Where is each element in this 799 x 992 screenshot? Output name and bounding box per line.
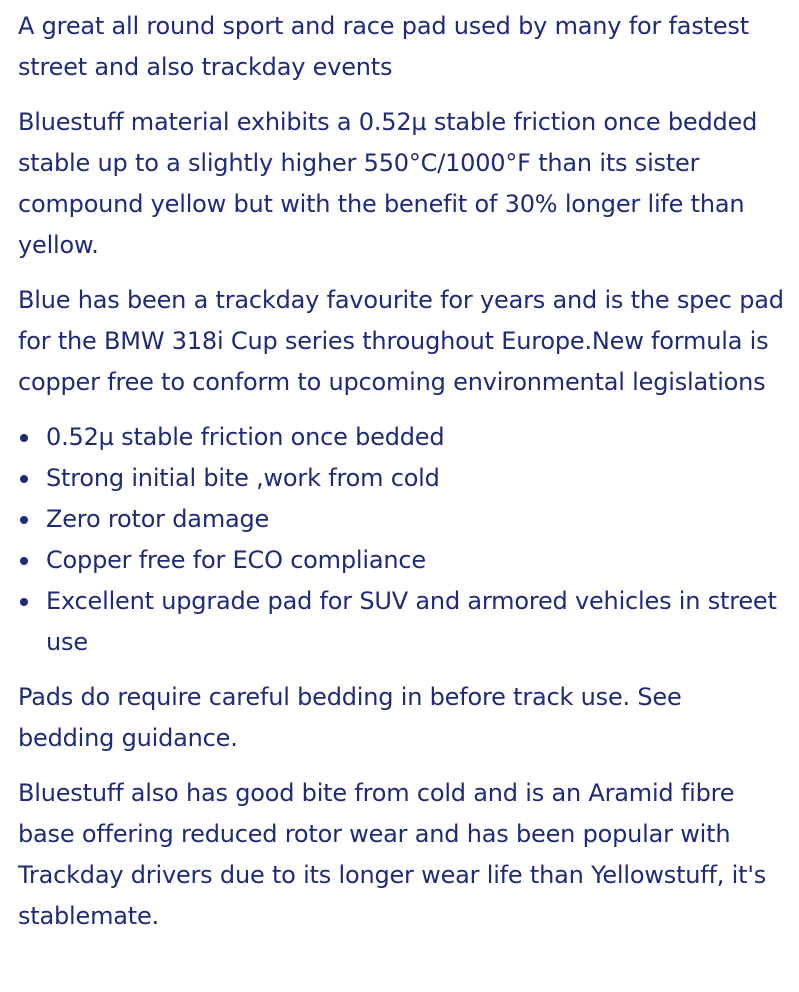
feature-text: Excellent upgrade pad for SUV and armored vehicles in street use [46, 587, 777, 656]
feature-text: Strong initial bite ,work from cold [46, 464, 440, 492]
list-item [46, 417, 785, 458]
list-item [46, 540, 785, 581]
trackday-paragraph: Blue has been a trackday favourite for years and is the spec pad for the BMW 318i Cup series throughout Europe.New formula is copper free to conform to upcoming environmental legislations [18, 286, 784, 396]
list-item [46, 581, 785, 663]
aramid-paragraph: Bluestuff also has good bite from cold and is an Aramid fibre base offering reduced rotor wear and has been popular with Trackday drivers due to its longer wear life than Yellowstuff, it's stablemate. [18, 779, 767, 930]
list-item [46, 499, 785, 540]
feature-text: 0.52µ stable friction once bedded [46, 423, 445, 451]
feature-text: Zero rotor damage [46, 505, 270, 533]
intro-paragraph: A great all round sport and race pad used by many for fastest street and also trackday events [18, 12, 749, 81]
feature-text: Copper free for ECO compliance [46, 546, 426, 574]
features-list [18, 417, 785, 663]
list-item [46, 458, 785, 499]
bedding-paragraph: Pads do require careful bedding in before track use. See bedding guidance. [18, 683, 682, 752]
material-paragraph: Bluestuff material exhibits a 0.52µ stable friction once bedded stable up to a slightly higher 550°C/1000°F than its sister compound yellow but with the benefit of 30% longer life than yellow. [18, 108, 758, 259]
